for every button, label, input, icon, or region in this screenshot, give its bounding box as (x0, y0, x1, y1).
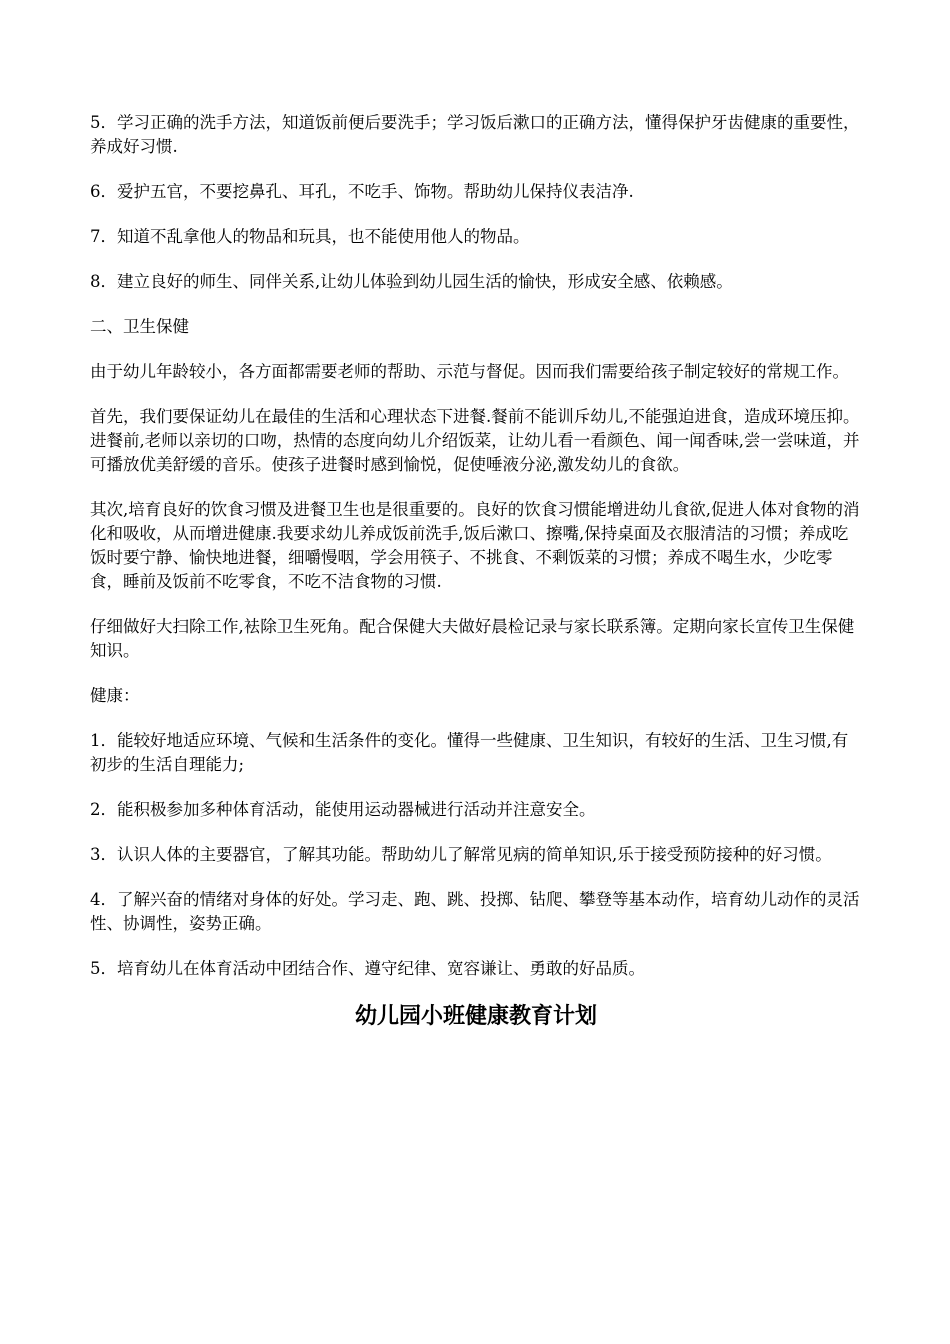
paragraph-item-8-relationships: 8．建立良好的师生、同伴关系,让幼儿体验到幼儿园生活的愉快，形成安全感、依赖感。 (90, 272, 733, 291)
health-item-2: 2．能积极参加多种体育活动，能使用运动器械进行活动并注意安全。 (90, 800, 596, 819)
paragraph-eating-habits: 其次,培育良好的饮食习惯及进餐卫生也是很重要的。良好的饮食习惯能增进幼儿食欲,促进人体对食物的消化和吸收，从而增进健康.我要求幼儿养成饭前洗手,饭后漱口、擦嘴,保持桌面及衣服清洁的习惯；养成吃饭时要宁静、愉快地进餐，细嚼慢咽，学会用筷子、不挑食、不剩饭菜的习惯；养成不喝生水，少吃零食，睡前及饭前不吃零食，不吃不洁食物的习惯. (90, 500, 860, 591)
paragraph-item-6-facial-features: 6．爱护五官，不要挖鼻孔、耳孔，不吃手、饰物。帮助幼儿保持仪表洁净. (90, 182, 634, 201)
paragraph-item-7-belongings: 7．知道不乱拿他人的物品和玩具，也不能使用他人的物品。 (90, 227, 530, 246)
document-page (90, 111, 862, 1032)
health-item-3: 3．认识人体的主要器官，了解其功能。帮助幼儿了解常见病的简单知识,乐于接受预防接种的好习惯。 (90, 845, 832, 864)
health-item-5: 5．培育幼儿在体育活动中团结合作、遵守纪律、宽容谦让、勇敢的好品质。 (90, 959, 645, 978)
health-item-4: 4．了解兴奋的情绪对身体的好处。学习走、跑、跳、投掷、钻爬、攀登等基本动作，培育幼儿动作的灵活性、协调性，姿势正确。 (90, 890, 860, 933)
paragraph-hygiene-intro: 由于幼儿年龄较小，各方面都需要老师的帮助、示范与督促。因而我们需要给孩子制定较好的常规工作。 (90, 362, 849, 381)
paragraph-cleaning: 仔细做好大扫除工作,袪除卫生死角。配合保健大夫做好晨检记录与家长联系簿。定期向家长宣传卫生保健知识。 (90, 617, 855, 660)
section-heading-hygiene: 二、卫生保健 (90, 317, 189, 336)
document-title: 幼儿园小班健康教育计划 (354, 1004, 597, 1029)
section-label-health: 健康： (90, 686, 140, 705)
paragraph-mealtime-mood: 首先，我们要保证幼儿在最佳的生活和心理状态下进餐.餐前不能训斥幼儿,不能强迫进食，造成环境压抑。进餐前,老师以亲切的口吻，热情的态度向幼儿介绍饭菜，让幼儿看一看颜色、闻一闻香味,尝一尝味道，并可播放优美舒缓的音乐。使孩子进餐时感到愉悦，促使唾液分泌,激发幼儿的食欲。 (90, 407, 860, 474)
paragraph-item-5-handwashing: 5．学习正确的洗手方法，知道饭前便后要洗手；学习饭后漱口的正确方法，懂得保护牙齿健康的重要性，养成好习惯. (90, 113, 860, 156)
health-item-1: 1．能较好地适应环境、气候和生活条件的变化。懂得一些健康、卫生知识，有较好的生活、卫生习惯,有初步的生活自理能力; (90, 731, 849, 774)
